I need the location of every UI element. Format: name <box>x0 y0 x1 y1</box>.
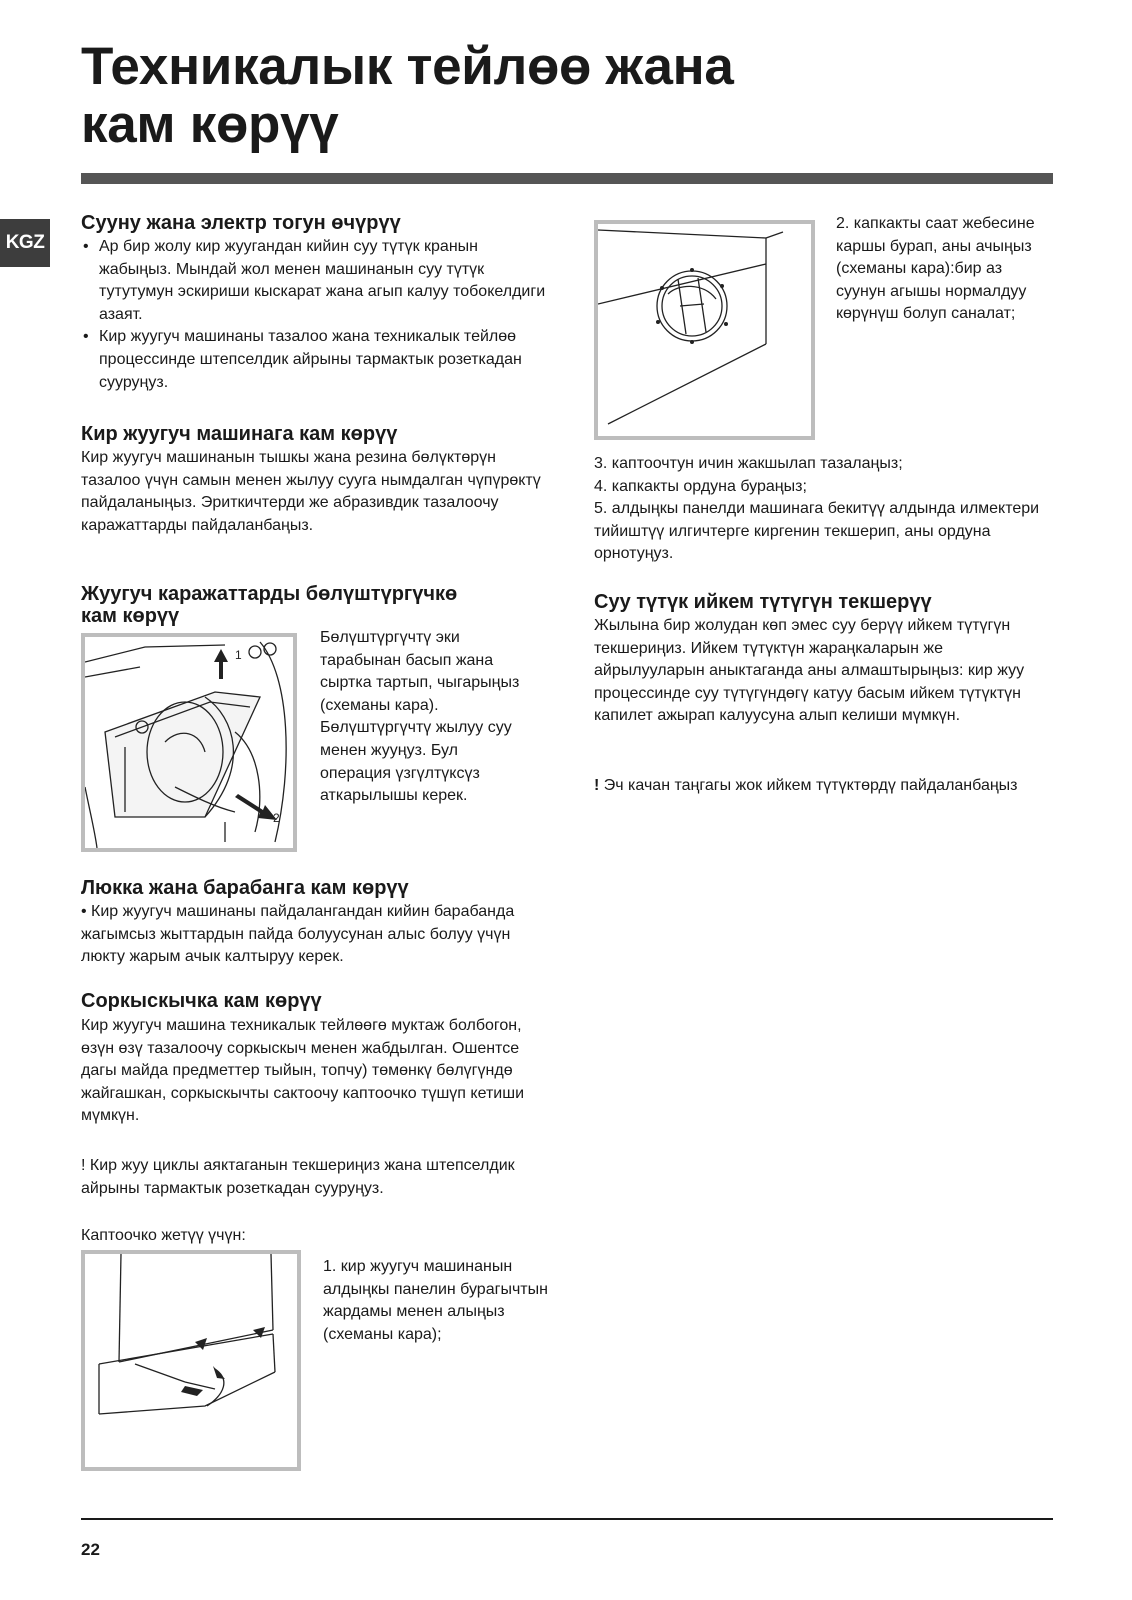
hose-text: Жылына бир жолудан көп эмес суу берүү ийкем түтүгүн текшериңиз. Ийкем түтүктүн жараңкаларын же айрылууларын аныктаганда аны алмаштырыңыз: кир жуу процессинде суу түтүгүндөгү катуу басым ийкем түтүктүн капилет ажырап калуусуна алып келиши мүмкүн. <box>594 617 1025 725</box>
language-tab: KGZ <box>0 219 50 267</box>
dispenser-drawing <box>85 637 293 848</box>
dispenser-label-1: 1 <box>235 648 242 662</box>
hose-warning-mark: ! <box>594 777 600 794</box>
heading-pump: Соркыскычка кам көрүү <box>81 990 322 1012</box>
pump-step-2: 2. капкакты саат жебесине каршы бурап, аны ачыңыз (схеманы кара):бир аз суунун агышы нормалдуу көрүнүш болуп саналат; <box>836 215 1035 323</box>
hose-warning-text: Эч качан таңгагы жок ийкем түтүктөрдү пайдаланбаңыз <box>599 777 1018 794</box>
heading-water-power: Сууну жана электр тогун өчүрүү <box>81 212 401 234</box>
page-title-line-1: Техникалык тейлөө жана <box>81 37 734 96</box>
pump-step-1: 1. кир жуугуч машинанын алдыңкы панелин бурагычтын жардамы менен алыңыз (схеманы кара); <box>323 1258 548 1343</box>
machine-care-text: Кир жуугуч машинанын тышкы жана резина бөлүктөрүн тазалоо үчүн самын менен жылуу сууга нымдалган чүпүрөктү пайдаланыңыз. Эриткичтерди же абразивдик тазалоочу каражаттарды пайдаланбаңыз. <box>81 449 541 534</box>
water-power-bullet-2: • Кир жуугуч машинаны тазалоо жана техникалык тейлөө процессинде штепселдик айрыны тармактык розеткадан сууруңуз. <box>81 326 551 394</box>
page-number: 22 <box>81 1540 100 1559</box>
pump-step-4: 4. капкакты ордуна бураңыз; <box>594 477 807 495</box>
page-title <box>81 38 734 154</box>
water-power-bullet-1: • Ар бир жолу кир жуугандан кийин суу түтүк кранын жабыңыз. Мындай жол менен машинанын суу түтүк тутутумун эскириши кыскарат жана агып калуу тобокелдиги азаят. <box>81 236 551 326</box>
dispenser-illustration <box>81 633 297 852</box>
front-panel-drawing <box>85 1254 297 1467</box>
heading-dispenser-line-2: кам көрүү <box>81 605 180 627</box>
pump-steps-3-5 <box>594 453 1054 566</box>
door-drum-text: • Кир жуугуч машинаны пайдалангандан кийин барабанда жагымсыз жыттардын пайда болуусунан алыс болуу үчүн люкту жарым ачык калтыруу керек. <box>81 903 515 966</box>
heading-machine-care: Кир жуугуч машинага кам көрүү <box>81 423 398 445</box>
filter-cap-illustration <box>594 220 815 440</box>
heading-hose: Суу түтүк ийкем түтүгүн текшерүү <box>594 591 932 613</box>
hose-warning <box>594 775 1054 798</box>
footer-divider <box>81 1518 1053 1520</box>
access-label: Каптоочко жетүү үчүн: <box>81 1227 246 1244</box>
page-title-line-2: кам көрүү <box>81 95 339 154</box>
pump-warning: ! Кир жуу циклы аяктаганын текшериңиз жана штепселдик айрыны тармактык розеткадан сууруңуз. <box>81 1157 515 1197</box>
pump-step-3: 3. каптоочтун ичин жакшылап тазалаңыз; <box>594 455 903 472</box>
heading-dispenser-line-1: Жуугуч каражаттарды бөлүштүргүчкө <box>81 583 458 605</box>
dispenser-label-2: 2 <box>273 811 280 825</box>
title-divider <box>81 173 1053 184</box>
heading-dispenser <box>81 583 457 627</box>
dispenser-text: Бөлүштүргүчтү эки тарабынан басып жана сыртка тартып, чыгарыңыз (схеманы кара). Бөлүштүргүчтү жылуу суу менен жууңуз. Бул операция үзгүлтүксүз аткарылышы керек. <box>320 629 520 805</box>
pump-step-5: 5. алдыңкы панелди машинага бекитүү алдында илмектери тийиштүү илгичтерге киргенин текшерип, аны ордуна орнотуңуз. <box>594 500 1040 563</box>
front-panel-illustration <box>81 1250 301 1471</box>
filter-cap-drawing <box>598 224 811 436</box>
heading-door-drum: Люкка жана барабанга кам көрүү <box>81 877 409 899</box>
water-power-list <box>81 236 551 394</box>
pump-text: Кир жуугуч машина техникалык тейлөөгө муктаж болбогон, өзүн өзү тазалоочу соркыскыч менен жабдылган. Ошентсе дагы майда предметтер тыйын, топчу) төмөнкү бөлүгүндө жайгашкан, соркыскычты сактоочу каптоочко түшүп кетиши мүмкүн. <box>81 1017 524 1125</box>
